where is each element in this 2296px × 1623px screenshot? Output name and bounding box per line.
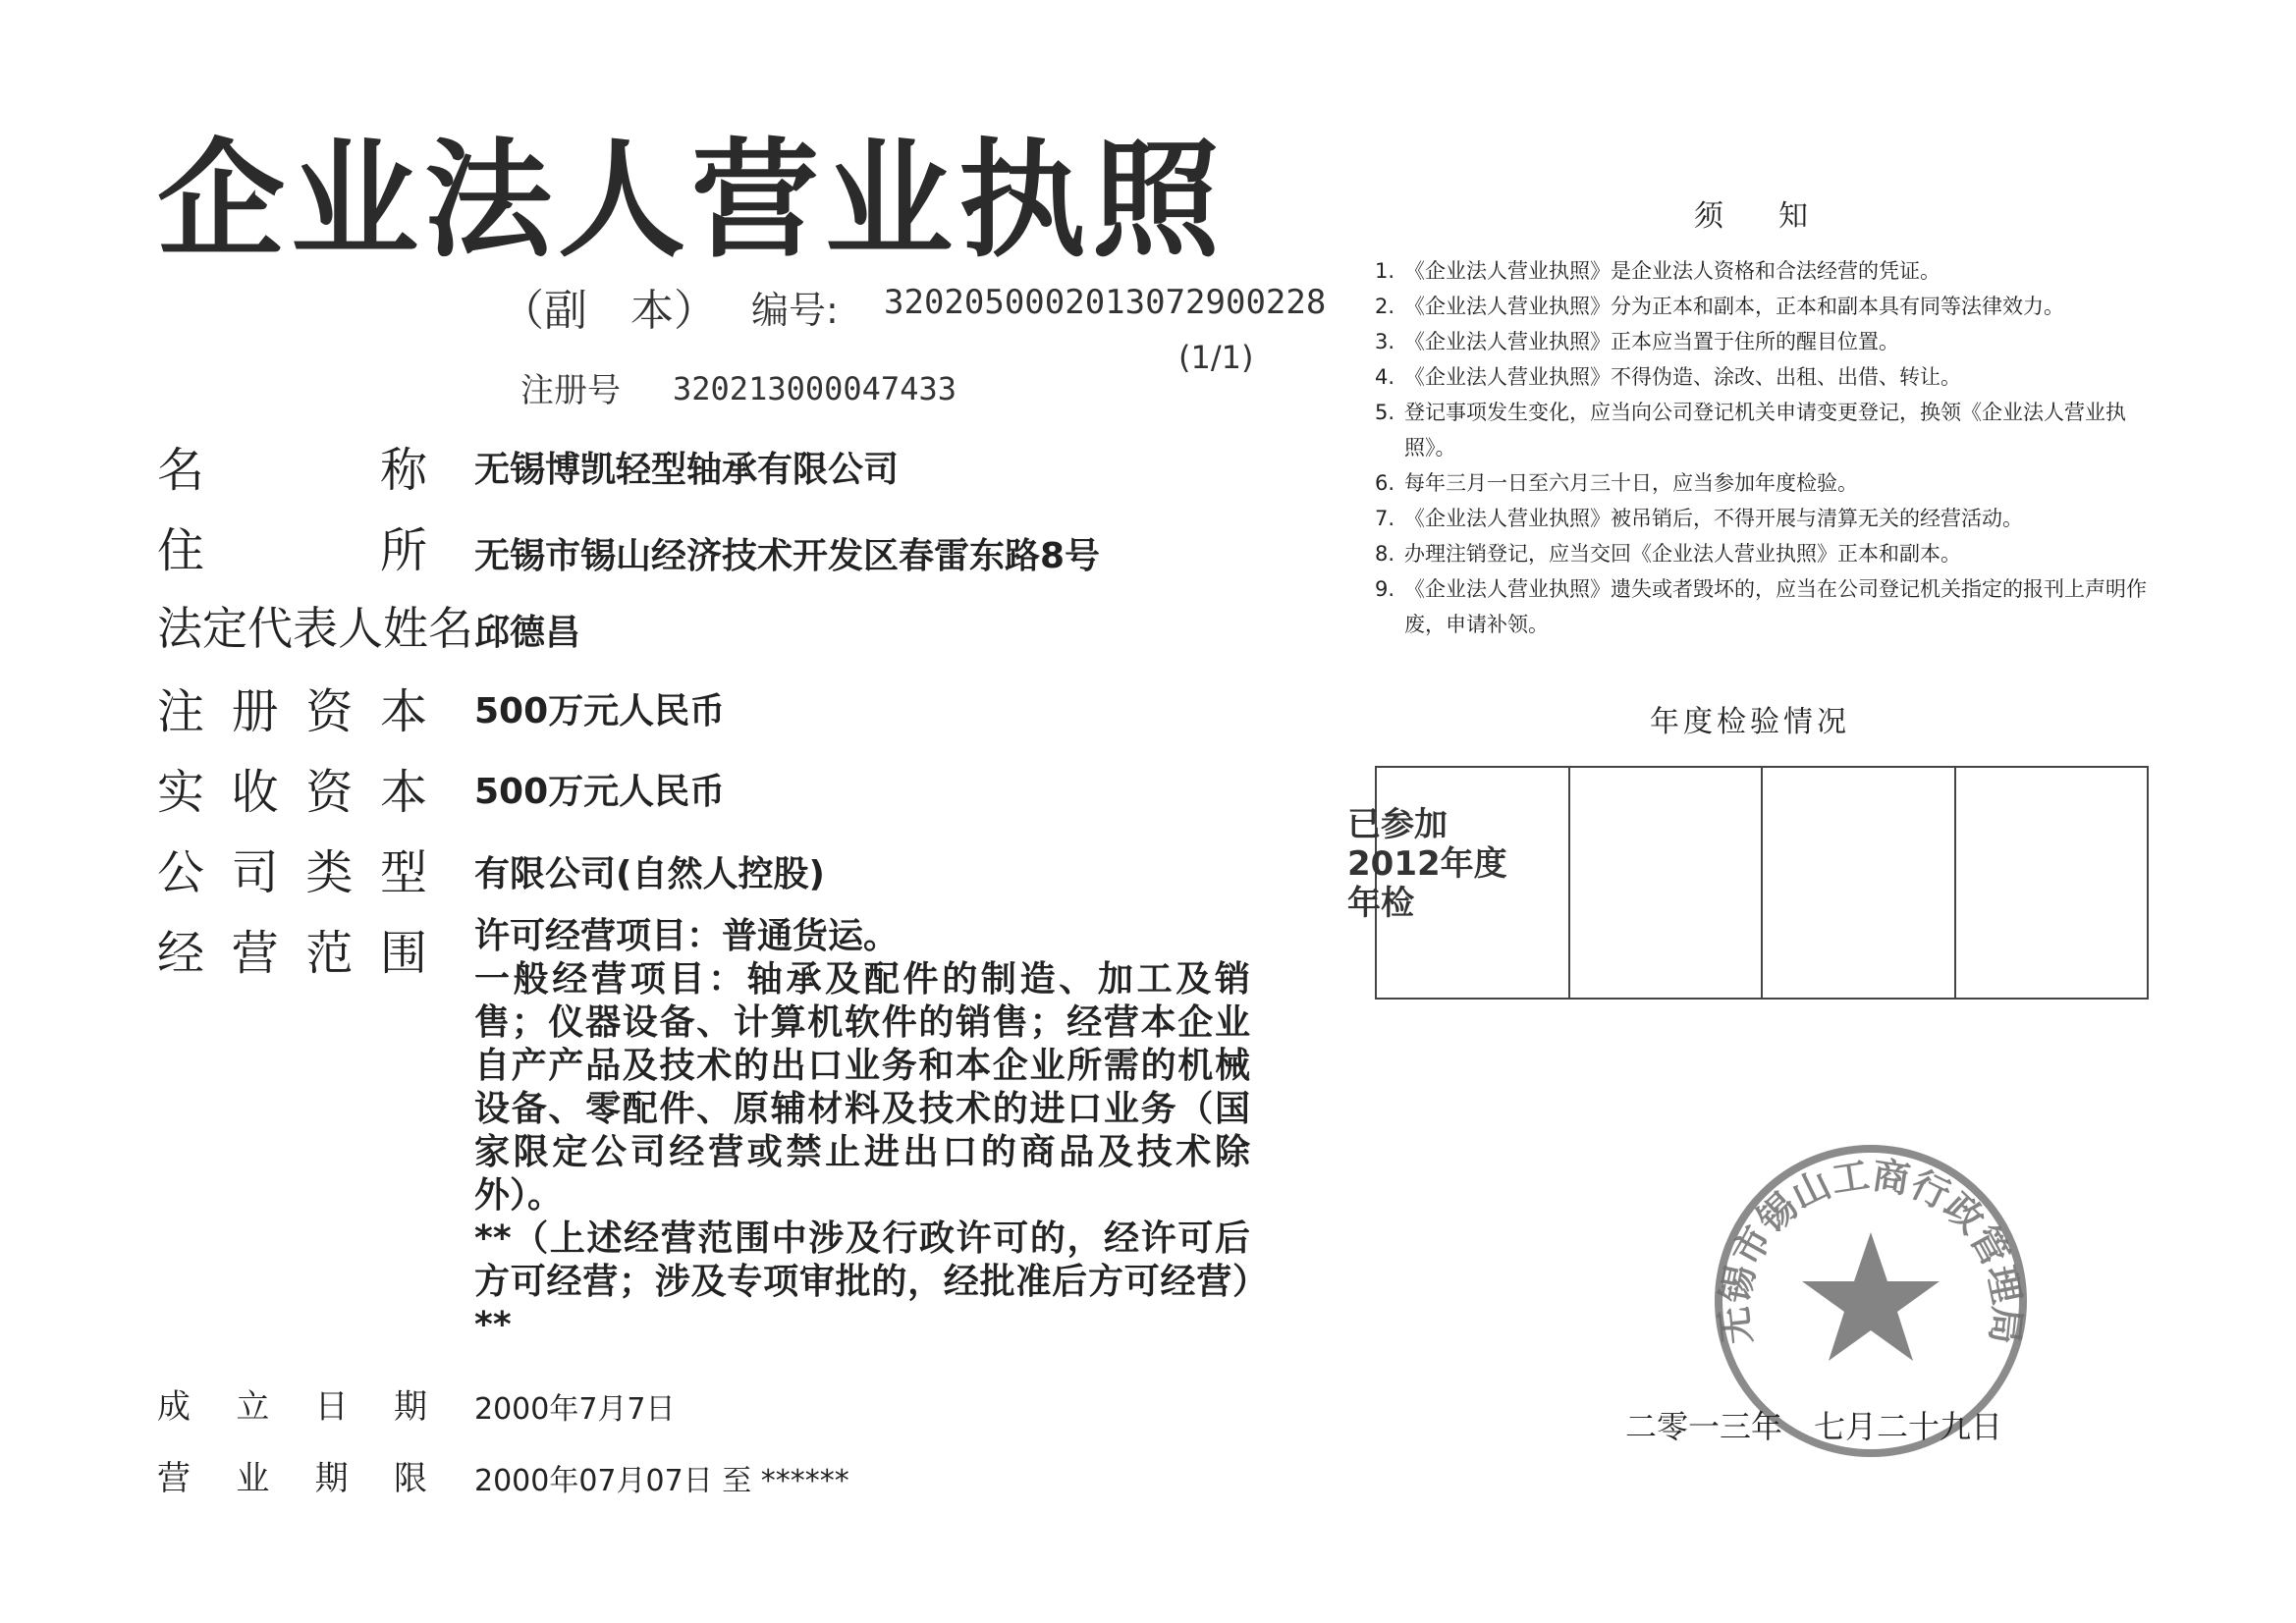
business-scope-label: 经营范围 [157,926,427,981]
copy-label: （副 本） [501,286,717,336]
notice-item: 8. 办理注销登记，应当交回《企业法人营业执照》正本和副本。 [1375,542,1961,566]
founded-date-label: 成立日期 [157,1387,427,1427]
founded-date-value: 2000年7月7日 [474,1392,676,1427]
document-title: 企业法人营业执照 [157,126,1227,275]
serial-number-label: 编号: [751,289,839,332]
inspection-cell [1956,768,2148,998]
registration-number-label: 注册号 [520,371,621,410]
notice-item: 6. 每年三月一日至六月三十日，应当参加年度检验。 [1375,471,1858,495]
company-type-value: 有限公司(自然人控股) [474,854,825,894]
inspection-cell [1763,768,1956,998]
notice-item: 3. 《企业法人营业执照》正本应当置于住所的醒目位置。 [1375,330,1899,353]
legal-representative-value: 邱德昌 [474,613,581,653]
legal-representative-label: 法定代表人姓名 [157,602,473,655]
name-label: 名 称 [157,443,427,498]
business-term-value: 2000年07月07日 至 ****** [474,1464,849,1498]
registration-number-value: 320213000047433 [673,370,957,407]
business-scope-value [474,915,1250,1347]
inspection-cell [1570,768,1764,998]
company-name-value: 无锡博凯轻型轴承有限公司 [474,450,900,490]
notice-item: 5. 登记事项发生变化，应当向公司登记机关申请变更登记，换领《企业法人营业执照》。 [1375,401,2126,460]
notice-item: 2. 《企业法人营业执照》分为正本和副本，正本和副本具有同等法律效力。 [1375,295,2064,318]
paid-capital-label: 实收资本 [157,765,427,820]
notice-item: 9. 《企业法人营业执照》遗失或者毁坏的，应当在公司登记机关指定的报刊上声明作废，申请补领。 [1375,577,2147,636]
notice-item: 7. 《企业法人营业执照》被吊销后，不得开展与清算无关的经营活动。 [1375,507,2023,530]
scope-general-items: 一般经营项目：轴承及配件的制造、加工及销售；仪器设备、计算机软件的销售；经营本企业自产产品及技术的出口业务和本企业所需的机械设备、零配件、原辅材料及技术的进口业务（国家限定公司经营或禁止进出口的商品及技术除外）。 [474,959,1250,1216]
page-count: (1/1) [1178,339,1254,376]
notice-item: 4. 《企业法人营业执照》不得伪造、涂改、出租、出借、转让。 [1375,365,1961,389]
paid-capital-value: 500万元人民币 [474,772,726,812]
registered-capital-value: 500万元人民币 [474,691,726,731]
inspection-stamp-note: 已参加 2012年度 年检 [1347,805,1507,923]
issue-date: 二零一三年 七月二十九日 [1625,1408,2003,1445]
seal-text: 无锡市锡山工商行政管理局 [1712,1153,2030,1347]
business-term-label: 营业期限 [157,1459,427,1498]
company-type-label: 公司类型 [157,845,427,900]
annual-inspection-title: 年度检验情况 [1650,705,1850,739]
scope-licensed-items: 许可经营项目：普通货运。 [474,916,900,956]
scope-note: **（上述经营范围中涉及行政许可的，经许可后方可经营；涉及专项审批的，经批准后方可经营）** [474,1218,1250,1345]
registered-capital-label: 注册资本 [157,684,427,739]
address-value: 无锡市锡山经济技术开发区春雷东路8号 [474,536,1101,576]
serial-number-value: 3202050002013072900228 [884,283,1327,322]
notice-title: 须知 [1694,199,1863,234]
notice-list [1375,253,2160,642]
address-label: 住 所 [157,523,427,578]
notice-item: 1. 《企业法人营业执照》是企业法人资格和合法经营的凭证。 [1375,259,1941,283]
